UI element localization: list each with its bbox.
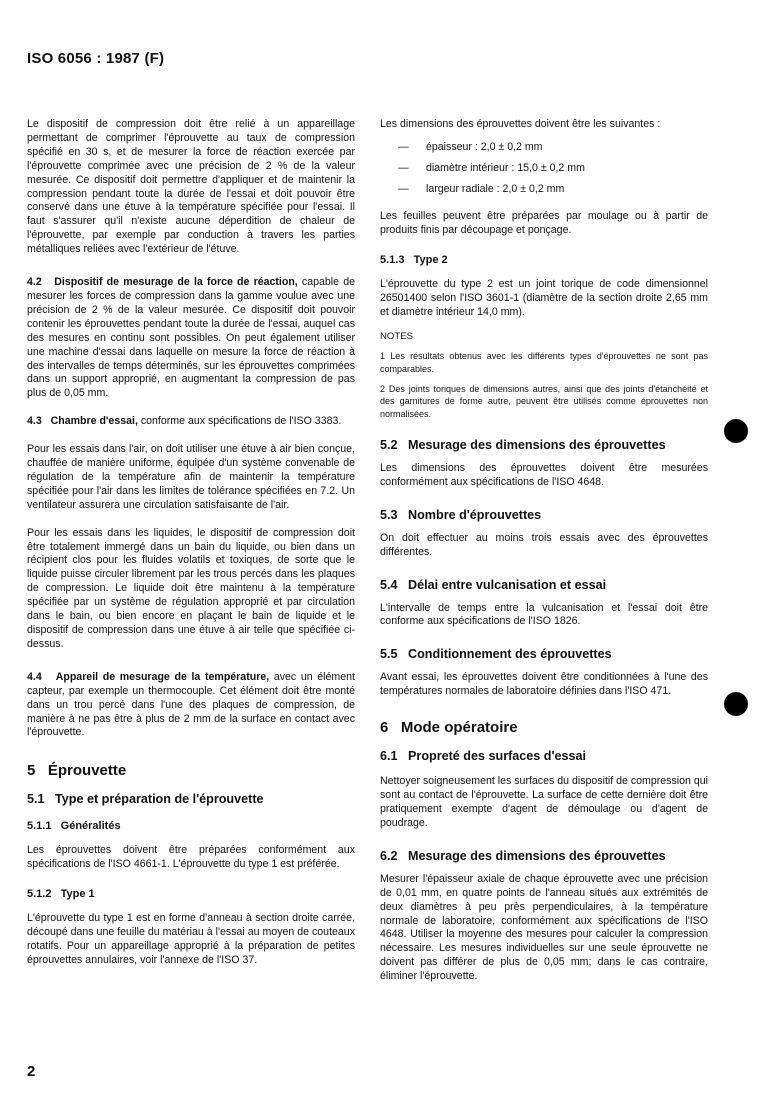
section-5-5-heading — [380, 647, 708, 661]
paragraph-sheets — [380, 210, 708, 238]
section-title: Type 1 — [60, 888, 95, 901]
paragraph-liquid-tests — [27, 527, 355, 652]
section-title: Nombre d'éprouvettes — [408, 507, 542, 522]
section-title: Mesurage des dimensions des éprouvettes — [408, 437, 666, 452]
notes-title: NOTES — [380, 331, 414, 343]
paragraph-text: Pour les essais dans l'air, on doit utiliser une étuve à air bien conçue, chauffée de manière uniforme, équipée d'un système convenable de régulation de la température afin de maintenir la température spécifiée pour l'air dans les limites de tolérance spécifiées en 7.2. Un ventilateur assurera une circulation satisfaisante de l'air. — [27, 443, 355, 511]
section-6-2-heading — [380, 849, 708, 863]
dimensions-list — [380, 140, 708, 196]
paragraph-text: Les dimensions des éprouvettes doivent être mesurées conformément aux spécifications de l'ISO 4648. — [380, 461, 708, 488]
section-title: Type et préparation de l'éprouvette — [55, 792, 264, 807]
section-number: 5.4 — [380, 577, 398, 592]
section-5-1-heading — [27, 792, 355, 806]
section-title: Délai entre vulcanisation et essai — [408, 577, 607, 592]
paragraph-text: Pour les essais dans les liquides, le dispositif de compression doit être totalement immergé dans un bain du liquide, ou bien dans un récipient clos pour les fluides volatils et toxiques, de sorte que le liquide puisse circuler librement par les trous percés dans les plaques de compression. Le liquide doit être maintenu à la température spécifiée par un système de régulation approprié et par circulation dans le bain, ou bien encore en plaçant le bain de liquide et le dispositif de compression dans une étuve à air telle que spécifiée ci-dessus. — [27, 526, 355, 650]
paragraph-text: L'éprouvette du type 2 est un joint torique de code dimensionnel 26501400 selon l'ISO 3601-1 (diamètre de la section droite 2,65 mm et diamètre intérieur 14,0 mm). — [380, 277, 708, 318]
section-4-3 — [27, 415, 355, 429]
section-number: 5.3 — [380, 507, 398, 522]
section-5-4-heading — [380, 578, 708, 592]
section-5-3-heading — [380, 508, 708, 522]
list-item-text: largeur radiale : 2,0 ± 0,2 mm — [426, 182, 565, 195]
right-column — [380, 118, 708, 996]
section-5-1-1-heading — [27, 820, 355, 832]
section-5-3-body — [380, 532, 708, 560]
margin-bullet-mark — [724, 419, 748, 443]
list-item-text: diamètre intérieur : 15,0 ± 0,2 mm — [426, 161, 585, 174]
paragraph-text: On doit effectuer au moins trois essais avec des éprouvettes différentes. — [380, 531, 708, 558]
list-item-text: épaisseur : 2,0 ± 0,2 mm — [426, 140, 543, 153]
section-number: 4.4 — [27, 670, 42, 683]
document-header: ISO 6056 : 1987 (F) — [27, 50, 165, 67]
section-title: Mode opératoire — [400, 719, 518, 737]
section-number: 5.1.2 — [27, 888, 52, 901]
section-5-1-2-body — [27, 912, 355, 968]
list-item — [380, 182, 708, 196]
section-5-1-3-heading — [380, 254, 708, 266]
section-number: 5.2 — [380, 437, 398, 452]
paragraph-air-tests — [27, 443, 355, 513]
paragraph-text: Le dispositif de compression doit être relié à un appareillage permettant de comprimer l'éprouvette au taux de compression spécifié en 30 s, et de mesurer la force de réaction exercée par l'éprouvette comprimée avec une précision de 2 % de la valeur mesurée. Ce dispositif doit permettre d'appliquer et de maintenir la compression pendant toute la durée de l'essai et doit pouvoir être conservé dans une étuve à la température spécifiée pour l'essai. Il faut s'assurer qu'il n'existe aucune déperdition de chaleur de l'éprouvette, par exemple par conduction à travers les parties métalliques reliées avec l'extérieur de l'étuve. — [27, 118, 355, 256]
section-title: Généralités — [60, 820, 121, 833]
page-number: 2 — [27, 1063, 36, 1080]
section-number: 6 — [380, 719, 389, 737]
section-title: Propreté des surfaces d'essai — [408, 749, 587, 764]
section-title: Éprouvette — [47, 762, 127, 780]
section-number: 5.1.1 — [27, 820, 52, 833]
section-number: 5.5 — [380, 647, 398, 662]
section-number: 4.3 — [27, 415, 42, 428]
section-5-1-2-heading — [27, 888, 355, 900]
section-title: Mesurage des dimensions des éprouvettes — [408, 848, 666, 863]
section-number: 5 — [27, 762, 36, 780]
section-number: 4.2 — [27, 276, 42, 289]
paragraph-text: L'intervalle de temps entre la vulcanisation et l'essai doit être conforme aux spécifications de l'ISO 1826. — [380, 601, 708, 628]
dimensions-intro: Les dimensions des éprouvettes doivent être les suivantes : — [380, 118, 661, 130]
note-2: 2 Des joints toriques de dimensions autres, ainsi que des joints d'étanchéité et des garnitures de forme autre, peuvent être utilisés comme éprouvettes non normalisées. — [380, 384, 708, 419]
section-5-2-heading — [380, 438, 708, 452]
section-title: Conditionnement des éprouvettes — [408, 647, 612, 662]
section-6-2-body — [380, 873, 708, 984]
paragraph-text: L'éprouvette du type 1 est en forme d'anneau à section droite carrée, découpé dans une feuille du matériau à l'essai au moyen de couteaux rotatifs. Pour un appareillage approprié à la préparation de petites éprouvettes annulaires, voir l'annexe de l'ISO 37. — [27, 912, 355, 966]
list-dash: — — [398, 161, 409, 174]
paragraph-text: Nettoyer soigneusement les surfaces du dispositif de compression qui sont au contact de l'éprouvette. La surface de cette dernière doit être pratiquement exempte d'agent de démoulage ou d'agent de poudrage. — [380, 775, 708, 829]
section-6-heading — [380, 719, 708, 736]
list-item — [380, 140, 708, 154]
left-column — [27, 118, 355, 980]
section-title: Appareil de mesurage de la température, — [55, 670, 270, 683]
section-title: Type 2 — [413, 253, 448, 266]
list-item — [380, 161, 708, 175]
section-5-1-1-body — [27, 844, 355, 872]
section-5-2-body — [380, 462, 708, 490]
margin-bullet-mark — [724, 692, 748, 716]
list-dash: — — [398, 182, 409, 195]
section-number: 5.1.3 — [380, 253, 405, 266]
section-text: avec un élément capteur, par exemple un thermocouple. Cet élément doit être monté dans un trou percé dans l'une des plaques de compression, de manière à ne pas être à plus de 2 mm de la surface en contact avec l'éprouvette. — [27, 670, 355, 739]
paragraph-text: Mesurer l'épaisseur axiale de chaque éprouvette avec une précision de 0,01 mm, en quatre points de l'anneau situés aux extrémités de deux diamètres à peu près perpendiculaires, à la température normale de laboratoire, conformément aux spécifications de l'ISO 4648. Utiliser la moyenne des mesures pour calculer la compression nécessaire. Les mesures individuelles sur une seule éprouvette ne doivent pas différer de plus de 0,05 mm; dans le cas contraire, éliminer l'éprouvette. — [380, 872, 708, 983]
section-text: conforme aux spécifications de l'ISO 3383. — [140, 415, 342, 428]
section-number: 6.2 — [380, 848, 398, 863]
section-title: Chambre d'essai, — [50, 415, 138, 428]
section-4-4 — [27, 671, 355, 741]
section-4-2 — [27, 276, 355, 401]
section-5-1-3-body — [380, 278, 708, 320]
section-title: Dispositif de mesurage de la force de réaction, — [54, 276, 298, 289]
paragraph-compression-device — [27, 118, 355, 257]
list-dash: — — [398, 140, 409, 153]
section-number: 6.1 — [380, 749, 398, 764]
section-5-heading — [27, 762, 355, 779]
section-text: capable de mesurer les forces de compression dans la gamme voulue avec une précision de 2 % de la valeur mesurée. Ce dispositif doit pouvoir contenir les éprouvettes pendant toute la durée de l'essai, auquel cas des mesures en continu sont possibles. On peut également utiliser une machine d'essai dans laquelle on mesure la force de réaction à des intervalles de temps déterminés, sur les éprouvettes comprimées dans un support approprié, en augmentant la compression de pas plus de 0,05 mm. — [27, 276, 355, 400]
note-1: 1 Les résultats obtenus avec les différents types d'éprouvettes ne sont pas comparables. — [380, 351, 708, 374]
section-6-1-heading — [380, 749, 708, 763]
paragraph-text: Les éprouvettes doivent être préparées conformément aux spécifications de l'ISO 4661-1. L'éprouvette du type 1 est préférée. — [27, 844, 355, 871]
section-number: 5.1 — [27, 792, 45, 807]
paragraph-text: Les feuilles peuvent être préparées par moulage ou à partir de produits finis par découpage et ponçage. — [380, 209, 708, 236]
section-6-1-body — [380, 775, 708, 831]
section-5-4-body — [380, 602, 708, 630]
section-5-5-body — [380, 671, 708, 699]
paragraph-text: Avant essai, les éprouvettes doivent être conditionnées à l'une des températures normales de laboratoire définies dans l'ISO 471. — [380, 671, 708, 698]
